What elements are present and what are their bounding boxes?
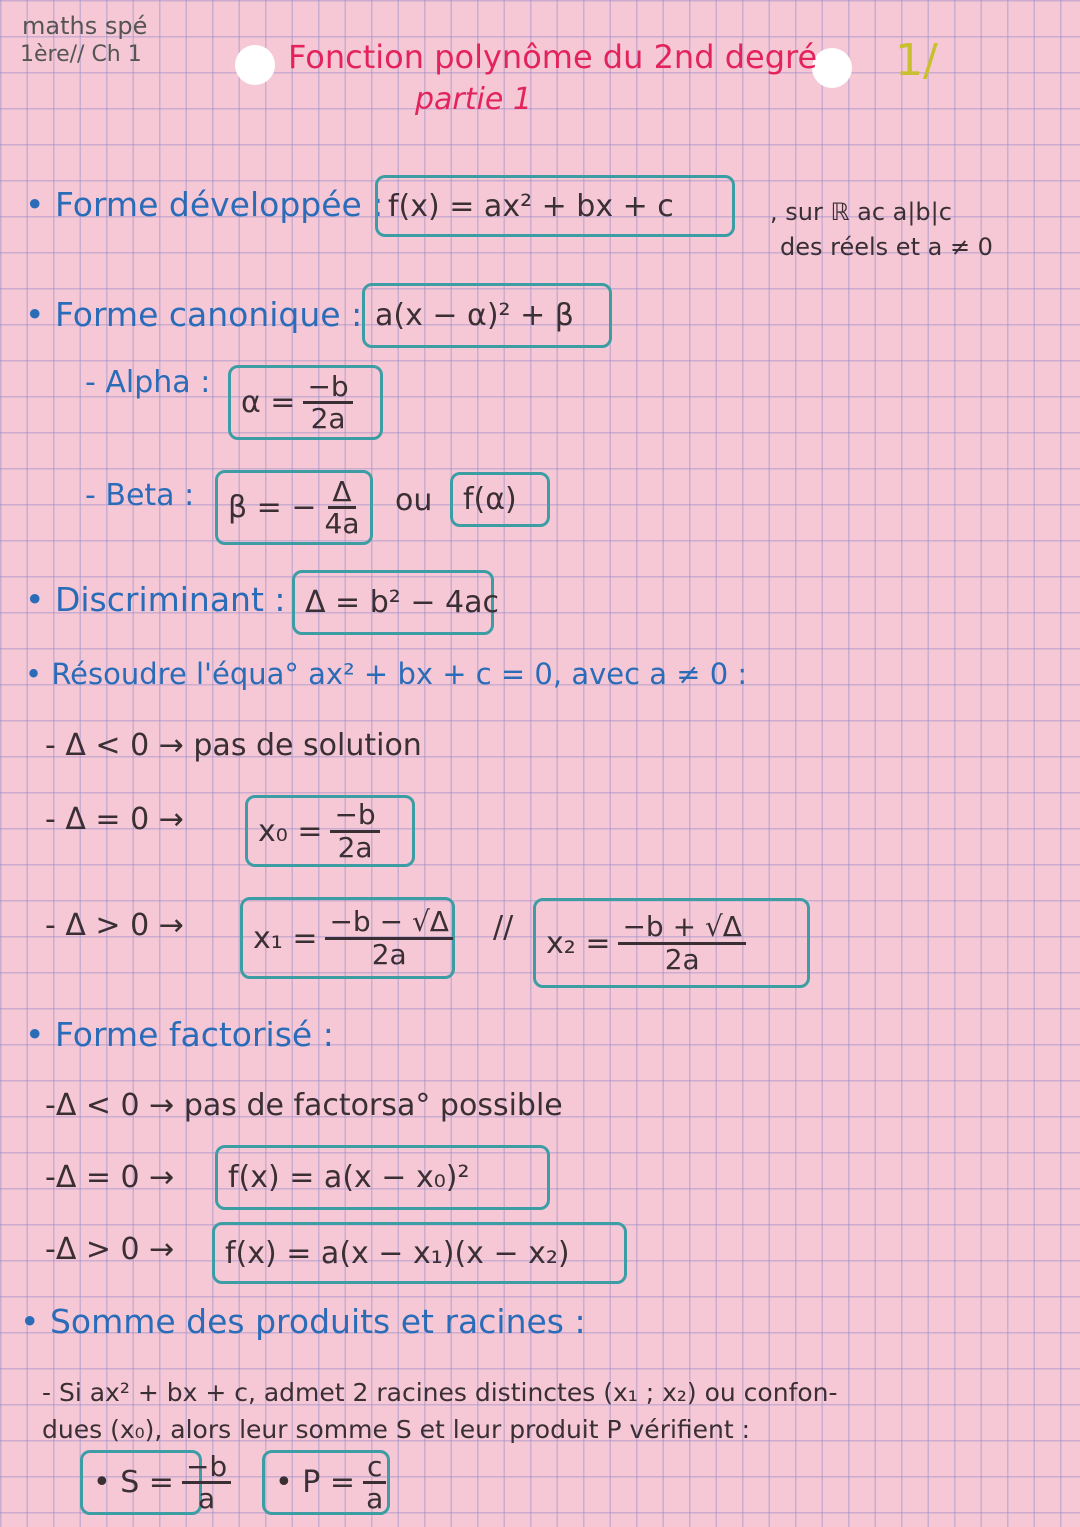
canonical-formula-box	[362, 283, 612, 348]
roots-separator: //	[493, 910, 514, 945]
x2-den: 2a	[664, 942, 700, 976]
alpha-lhs: α =	[241, 385, 296, 420]
alpha-den: 2a	[310, 402, 346, 435]
x1-fraction	[325, 907, 453, 969]
alpha-fraction	[303, 369, 352, 435]
beta-fraction	[324, 474, 360, 540]
factored-case-positive: -Δ > 0 →	[45, 1232, 175, 1267]
factored-pos-box	[212, 1222, 627, 1284]
factored-zero-formula: f(x) = a(x − x₀)²	[228, 1160, 470, 1195]
discriminant-box	[292, 570, 499, 635]
developed-formula-box	[375, 175, 735, 237]
beta-or: ou	[395, 483, 433, 518]
sum-box	[80, 1449, 228, 1515]
binder-hole-right	[812, 48, 852, 88]
solve-case-zero: - Δ = 0 →	[45, 802, 184, 837]
x2-num: −b + √Δ	[618, 912, 746, 944]
product-box	[262, 1450, 390, 1515]
alpha-num: −b	[303, 372, 352, 404]
beta-alt-box	[450, 472, 550, 527]
x1-num: −b − √Δ	[325, 907, 453, 939]
x0-den: 2a	[337, 830, 373, 864]
x2-lhs: x₂ =	[546, 925, 611, 961]
beta-den: 4a	[324, 507, 360, 540]
x0-lhs: x₀ =	[258, 813, 323, 849]
subject-label: maths spé	[22, 12, 148, 40]
sum-product-line-2: dues (x₀), alors leur somme S et leur produit P vérifient :	[42, 1415, 751, 1444]
developed-note-1: , sur ℝ ac a|b|c	[770, 198, 952, 226]
factored-case-negative: -Δ < 0 → pas de factorsa° possible	[45, 1088, 563, 1123]
x2-box	[533, 898, 810, 988]
x1-lhs: x₁ =	[253, 920, 318, 956]
canonical-formula: a(x − α)² + β	[375, 298, 574, 333]
discriminant-heading: • Discriminant :	[25, 580, 286, 619]
developed-heading: • Forme développée :	[25, 185, 384, 224]
x2-fraction	[618, 912, 746, 974]
sum-product-line-1: - Si ax² + bx + c, admet 2 racines distinctes (x₁ ; x₂) ou confon-	[42, 1378, 838, 1407]
sum-fraction	[182, 1449, 231, 1515]
canonical-heading: • Forme canonique :	[25, 295, 363, 334]
binder-hole-left	[235, 45, 275, 85]
factored-heading: • Forme factorisé :	[25, 1015, 334, 1054]
solve-case-negative: - Δ < 0 → pas de solution	[45, 728, 422, 763]
alpha-label: - Alpha :	[85, 365, 211, 400]
page-number: 1/	[895, 35, 938, 86]
x0-fraction	[330, 800, 379, 862]
x1-den: 2a	[371, 937, 407, 971]
sum-num: −b	[182, 1452, 231, 1484]
sum-lhs: • S =	[93, 1465, 174, 1500]
sum-den: a	[197, 1482, 216, 1515]
alpha-box	[228, 365, 383, 440]
beta-label: - Beta :	[85, 478, 195, 513]
product-lhs: • P =	[275, 1465, 355, 1500]
x0-box	[245, 795, 415, 867]
factored-pos-formula: f(x) = a(x − x₁)(x − x₂)	[225, 1235, 570, 1271]
x0-num: −b	[330, 800, 379, 832]
developed-formula: f(x) = ax² + bx + c	[388, 188, 674, 224]
x1-box	[240, 897, 455, 979]
discriminant-formula: Δ = b² − 4ac	[305, 585, 499, 620]
beta-alt: f(α)	[463, 482, 517, 517]
product-num: c	[363, 1452, 386, 1484]
solve-heading: • Résoudre l'équa° ax² + bx + c = 0, avec a ≠ 0 :	[25, 657, 748, 691]
beta-num: Δ	[328, 477, 355, 509]
sum-product-heading: • Somme des produits et racines :	[20, 1302, 586, 1341]
solve-case-positive: - Δ > 0 →	[45, 908, 184, 943]
beta-box	[215, 470, 373, 545]
product-den: a	[366, 1482, 384, 1515]
product-fraction	[363, 1449, 386, 1515]
page-title: Fonction polynôme du 2nd degré	[288, 38, 818, 76]
beta-lhs: β = −	[228, 490, 317, 525]
page-subtitle: partie 1	[415, 82, 532, 117]
factored-case-zero: -Δ = 0 →	[45, 1160, 175, 1195]
factored-zero-box	[215, 1145, 550, 1210]
developed-note-2: des réels et a ≠ 0	[780, 233, 993, 261]
class-chapter-label: 1ère// Ch 1	[20, 42, 142, 67]
